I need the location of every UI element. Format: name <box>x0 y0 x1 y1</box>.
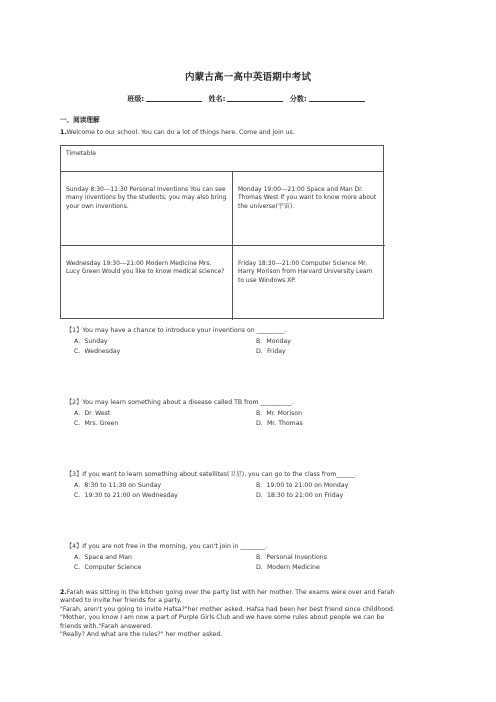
option-c[interactable]: C．Wednesday <box>74 348 121 355</box>
option-a[interactable]: A．8:30 to 11:30 on Sunday <box>74 482 162 489</box>
timetable-cell-wednesday: Wednesday 19:30---21:00 Modern Medicine Mrs. Lucy Green Would you like to know medical science? <box>61 246 233 320</box>
passage2-line-4: "Really? And what are the rules?" her mother asked. <box>60 631 223 639</box>
option-b[interactable]: B．Monday <box>256 338 291 345</box>
passage2-line-1 <box>60 589 400 606</box>
class-label: 班级: <box>127 95 145 103</box>
question-stem: 【4】If you are not free in the morning, you can't join in ________. <box>66 543 268 550</box>
option-b[interactable]: B．19:00 to 21:00 on Monday <box>256 482 349 489</box>
question-stem: 【2】You may learn something about a disease called TB from __________. <box>66 399 294 406</box>
score-label: 分数: <box>289 95 307 103</box>
passage2-line-3: "Mother, you know I am now a part of Purple Girls Club and we have some rules about people we can be friends with,"Farah answered. <box>60 614 385 630</box>
passage2-line-2: "Farah, aren't you going to invite Hafsa?"her mother asked. Hafsa had been her best friend since childhood. <box>60 605 395 613</box>
timetable-title: Timetable <box>66 150 96 157</box>
timetable-cell-friday: Friday 18:30---21:00 Computer Science Mr. Harry Morison from Harvard University Learn to use Windows XP. <box>238 260 373 284</box>
option-d[interactable]: D．18:30 to 21:00 on Friday <box>256 492 344 499</box>
option-a[interactable]: A．Dr. West <box>74 410 111 417</box>
option-c[interactable]: C．Mrs. Green <box>74 420 119 427</box>
passage1-number: 1. <box>60 129 67 136</box>
class-blank <box>146 93 202 102</box>
passage2 <box>60 589 400 639</box>
timetable-header <box>61 146 383 172</box>
option-d[interactable]: D．Mr. Thomas <box>256 420 303 427</box>
question-stem: 【1】You may have a chance to introduce your inventions on _________. <box>66 327 287 334</box>
passage2-line-1-text: Farah was sitting in the kitchen going over the party list with her mother. The exams were over and Farah wanted to invite her friends for a party. <box>60 589 395 605</box>
student-info-line <box>0 93 496 104</box>
section-title: 一、阅读理解 <box>60 116 100 124</box>
question-stem: 【3】If you want to learn something about satellites(卫星), you can go to the class from______. <box>66 471 357 478</box>
timetable-cell-monday: Monday 19:00---21:00 Space and Man Dr. Thomas West If you want to know more about the universe(宇宙). <box>233 172 385 246</box>
name-label: 姓名: <box>208 95 226 103</box>
passage1-intro <box>60 129 295 136</box>
passage1-intro-text: Welcome to our school. You can do a lot of things here. Come and join us. <box>66 129 295 136</box>
option-b[interactable]: B．Mr. Morison <box>256 410 302 417</box>
option-d[interactable]: D．Modern Medicine <box>256 564 320 571</box>
page-title: 内蒙古高一高中英语期中考试 <box>184 72 312 83</box>
passage2-number: 2. <box>60 589 67 596</box>
option-a[interactable]: A．Space and Man <box>74 554 132 561</box>
timetable <box>60 145 384 319</box>
score-blank <box>309 93 365 102</box>
option-a[interactable]: A．Sunday <box>74 338 108 345</box>
option-b[interactable]: B．Personal Inventions <box>256 554 327 561</box>
timetable-cell-sunday: Sunday 8:30---11:30 Personal Inventions You can see many inventions by the students; you may also bring your own inventions. <box>61 172 233 246</box>
option-d[interactable]: D．Friday <box>256 348 286 355</box>
option-c[interactable]: C．19:30 to 21:00 on Wednesday <box>74 492 178 499</box>
option-c[interactable]: C．Computer Science <box>74 564 142 571</box>
name-blank <box>227 93 283 102</box>
